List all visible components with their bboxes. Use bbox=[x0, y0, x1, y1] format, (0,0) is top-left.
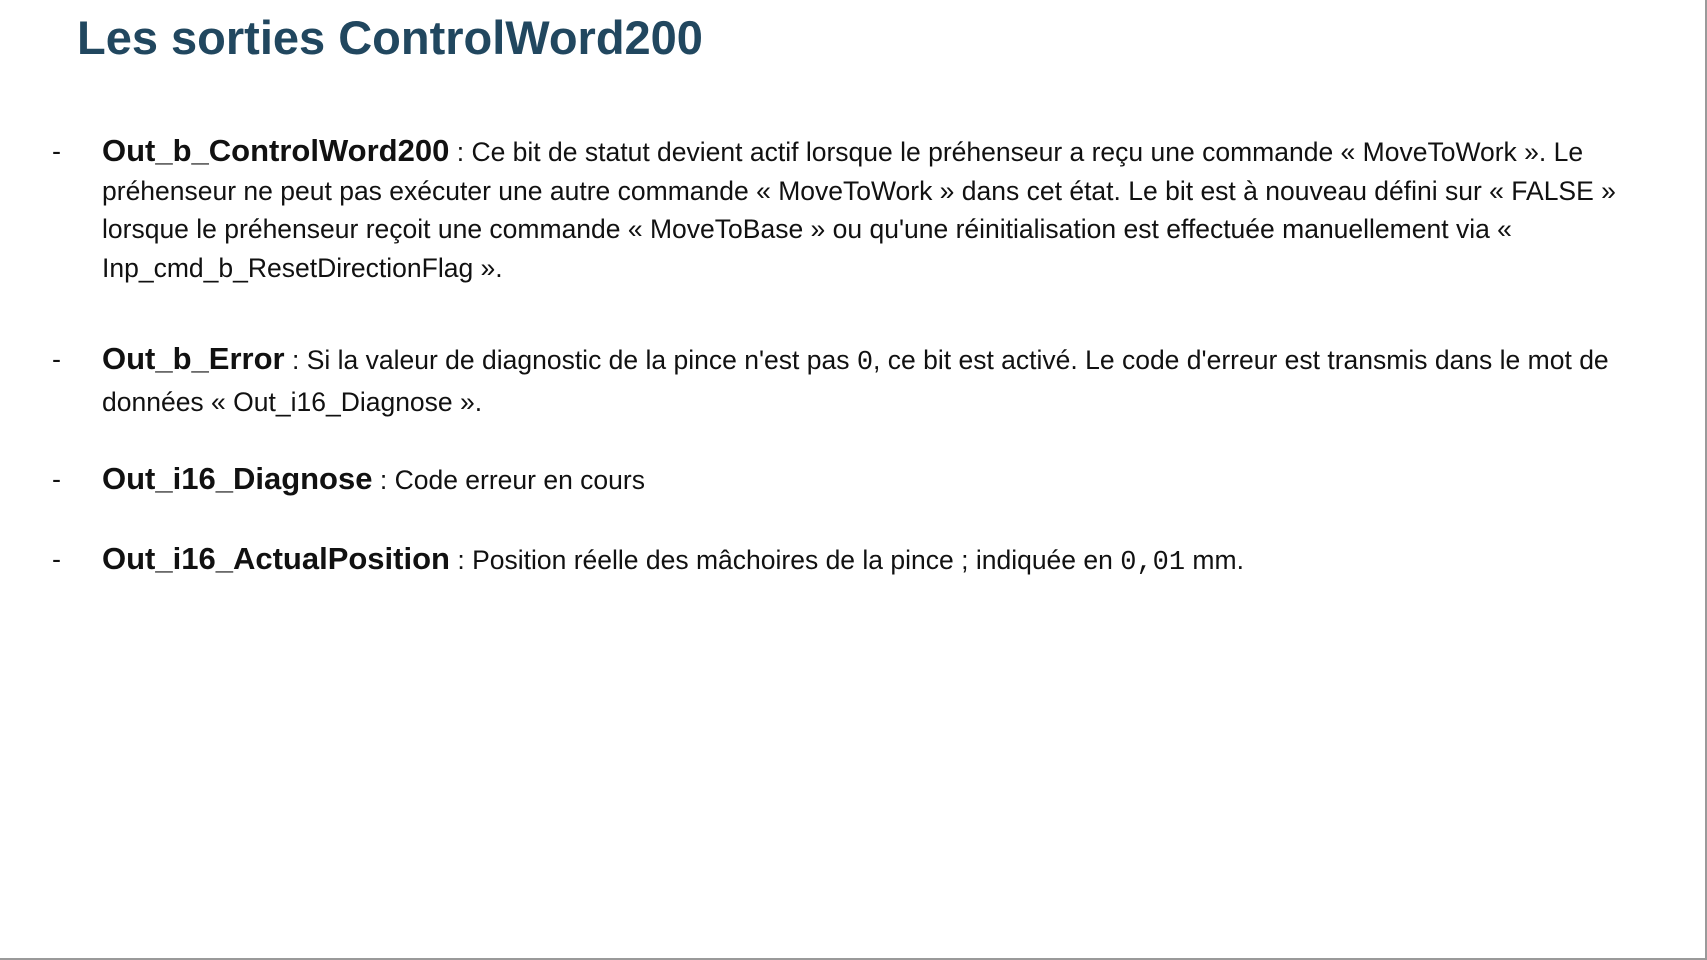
bullet-dash: - bbox=[52, 544, 61, 574]
list-item bbox=[52, 132, 1662, 287]
code-value: 0 bbox=[856, 348, 874, 378]
code-value: 0,01 bbox=[1120, 548, 1186, 578]
slide-title: Les sorties ControlWord200 bbox=[77, 11, 703, 64]
bullet-dash: - bbox=[52, 136, 61, 166]
list-item bbox=[52, 460, 1662, 500]
list-item-text bbox=[102, 460, 1662, 500]
separator: : bbox=[372, 465, 395, 495]
bullet-dash: - bbox=[52, 464, 61, 494]
description: mm. bbox=[1185, 545, 1244, 575]
description: Ce bit de statut devient actif lorsque le préhenseur a reçu une commande « MoveToWork ». Le préhenseur ne peut pas exécuter une autre commande « MoveToWork » dans cet état. Le bit est à nouveau défini sur « FALSE » lorsque le préhenseur reçoit une commande « MoveToBase » ou qu'une réinitialisation est effectuée manuellement via « Inp_cmd_b_ResetDirectionFlag ». bbox=[102, 137, 1616, 283]
list-item-text bbox=[102, 540, 1662, 583]
bullet-dash: - bbox=[52, 344, 61, 374]
list-item-text bbox=[102, 340, 1662, 421]
description: Si la valeur de diagnostic de la pince n'est pas bbox=[306, 345, 857, 375]
description: , ce bit est activé. Le code d'erreur est transmis dans le mot de données « Out_i16_Diagnose ». bbox=[102, 345, 1609, 417]
term-label: Out_b_Error bbox=[102, 341, 285, 376]
term-label: Out_i16_Diagnose bbox=[102, 461, 373, 496]
list-item-text bbox=[102, 132, 1662, 287]
separator: : bbox=[449, 545, 473, 575]
term-label: Out_i16_ActualPosition bbox=[102, 541, 450, 576]
separator: : bbox=[449, 137, 472, 167]
separator: : bbox=[284, 345, 307, 375]
term-label: Out_b_ControlWord200 bbox=[102, 133, 450, 168]
description: Position réelle des mâchoires de la pince ; indiquée en bbox=[472, 545, 1121, 575]
list-item bbox=[52, 540, 1662, 583]
description: Code erreur en cours bbox=[394, 465, 645, 495]
list-item bbox=[52, 340, 1662, 421]
